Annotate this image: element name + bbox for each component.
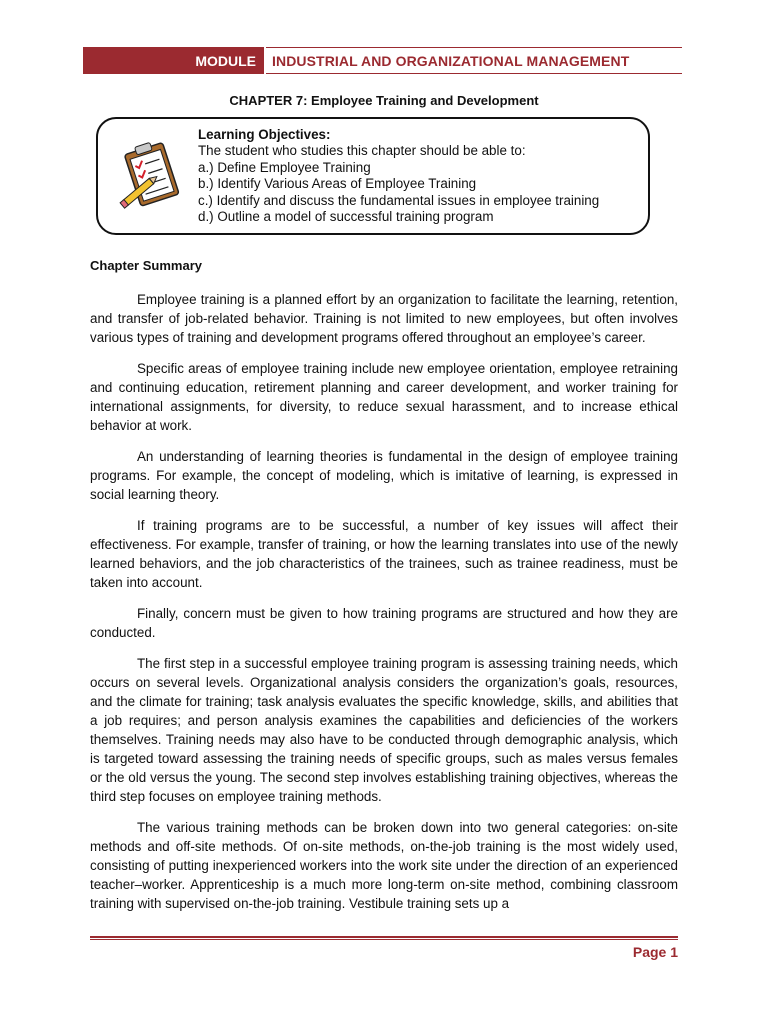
summary-paragraph: If training programs are to be successful, a number of key issues will affect their effectiveness. For example, transfer of training, or how the learning translates into use of the newly learned behaviors, and the job characteristics of the trainees, such as trainee readiness, must be taken into account. [90,518,678,590]
chapter-number: CHAPTER 7 [229,93,304,108]
objective-item: d.) Outline a model of successful training program [198,209,494,225]
learning-objectives-text [198,127,638,225]
summary-paragraph: The first step in a successful employee training program is assessing training needs, which occurs on several levels. Organizational analysis considers the organization’s goals, resources, and the climate for training; task analysis evaluates the specific knowledge, skills, and abilities that a job requires; and person analysis examines the capabilities and deficiencies of the workers themselves. Training needs may also have to be conducted through demographic analysis, which is targeted toward assessing the training needs of specific groups, such as males versus females or the old versus the young. The second step involves establishing training objectives, whereas the third step focuses on employee training methods. [90,656,678,804]
objective-item: a.) Define Employee Training [198,159,371,175]
module-header [83,47,682,74]
chapter-title [0,93,768,108]
objective-item: c.) Identify and discuss the fundamental issues in employee training [198,192,600,208]
learning-objectives-intro: The student who studies this chapter should be able to: [198,143,526,159]
summary-paragraph: The various training methods can be broken down into two general categories: on-site methods and off-site methods. Of on-site methods, on-the-job training is the most widely used, consisting of putting inexperienced workers into the work site under the direction of an experienced teacher–worker. Apprenticeship is a much more long-term on-site method, combining classroom training with supervised on-the-job training. Vestibule training sets up a [90,820,678,911]
chapter-summary-heading: Chapter Summary [90,258,202,273]
learning-objectives-box [96,117,650,235]
learning-objectives-heading: Learning Objectives: [198,127,331,142]
summary-paragraph: An understanding of learning theories is fundamental in the design of employee training programs. For example, the concept of modeling, which is imitative of learning, is expressed in social learning theory. [90,449,678,502]
chapter-name: : Employee Training and Development [303,93,539,108]
module-title: INDUSTRIAL AND ORGANIZATIONAL MANAGEMENT [266,47,682,74]
clipboard-checklist-icon [118,135,188,213]
summary-paragraph: Employee training is a planned effort by an organization to facilitate the learning, retention, and transfer of job-related behavior. Training is not limited to new employees, but often involves various types of training and development programs offered throughout an employee’s career. [90,292,678,345]
footer-rule [90,936,678,940]
module-label: MODULE [83,47,264,74]
objective-item: b.) Identify Various Areas of Employee Training [198,176,477,192]
chapter-summary-body [90,290,678,925]
page-number: Page 1 [632,944,678,960]
summary-paragraph: Specific areas of employee training include new employee orientation, employee retraining and continuing education, retirement planning and career development, and worker training for international assignments, for diversity, to reduce sexual harassment, and to increase ethical behavior at work. [90,361,678,433]
summary-paragraph: Finally, concern must be given to how training programs are structured and how they are conducted. [90,606,678,640]
